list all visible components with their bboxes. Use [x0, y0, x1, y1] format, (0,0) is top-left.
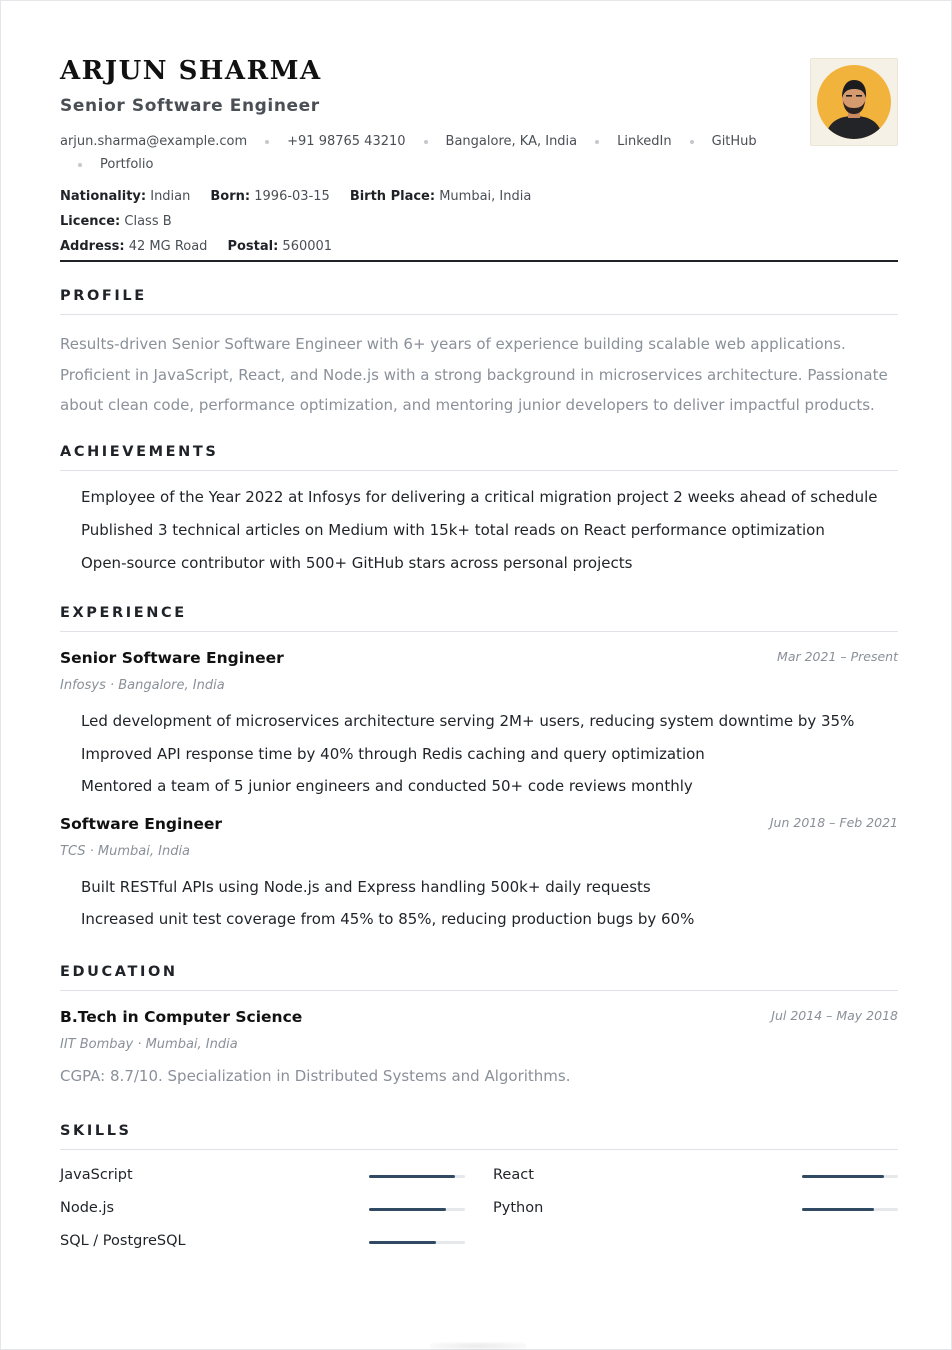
education-header — [60, 1006, 898, 1028]
list-item: Mentored a team of 5 junior engineers and conducted 50+ code reviews monthly — [81, 777, 693, 795]
contact-email[interactable]: arjun.sharma@example.com — [60, 134, 248, 149]
skill-level-bar — [802, 1175, 898, 1178]
skill-name: SQL / PostgreSQL — [60, 1233, 186, 1249]
detail-birth-place: Birth Place: Mumbai, India — [349, 189, 532, 204]
skill-name: React — [493, 1167, 534, 1183]
job-title: Software Engineer — [60, 814, 223, 833]
education-date: Jul 2014 – May 2018 — [771, 1008, 898, 1023]
job-date: Jun 2018 – Feb 2021 — [769, 814, 898, 830]
skill-name: Node.js — [60, 1200, 115, 1216]
contact-linkedin-link[interactable]: LinkedIn — [617, 134, 672, 149]
contact-github-link[interactable]: GitHub — [711, 134, 757, 149]
detail-born: Born: 1996-03-15 — [210, 189, 330, 204]
job-header — [60, 647, 898, 669]
separator-dot — [78, 163, 82, 167]
skill-level-fill — [802, 1208, 874, 1211]
separator-dot — [690, 140, 694, 144]
contact-location: Bangalore, KA, India — [445, 134, 578, 149]
skill-item — [493, 1198, 898, 1218]
education-section — [60, 964, 898, 1086]
job-organization: TCS · Mumbai, India — [60, 843, 191, 859]
contact-list — [60, 130, 790, 176]
section-heading: EXPERIENCE — [60, 605, 898, 632]
candidate-name: ARJUN SHARMA — [60, 56, 322, 86]
degree-title: B.Tech in Computer Science — [60, 1008, 303, 1026]
detail-nationality: Nationality: Indian — [60, 189, 191, 204]
detail-licence: Licence: Class B — [60, 214, 172, 229]
skill-item — [60, 1165, 465, 1185]
avatar — [810, 58, 898, 146]
skill-level-fill — [802, 1175, 884, 1178]
job-date: Mar 2021 – Present — [777, 649, 898, 664]
list-item: Built RESTful APIs using Node.js and Express handling 500k+ daily requests — [81, 877, 651, 896]
achievements-section — [60, 444, 898, 580]
skill-name: Python — [493, 1200, 544, 1216]
job-title: Senior Software Engineer — [60, 649, 284, 667]
list-item: Increased unit test coverage from 45% to 85%, reducing production bugs by 60% — [81, 910, 695, 928]
achievement-list — [81, 481, 898, 580]
job-bullets — [81, 871, 898, 936]
skills-grid — [60, 1165, 898, 1265]
job-entry — [60, 647, 898, 803]
skill-item — [60, 1231, 465, 1251]
contact-portfolio-link[interactable]: Portfolio — [100, 157, 154, 172]
section-heading: ACHIEVEMENTS — [60, 444, 898, 471]
separator-dot — [424, 140, 428, 144]
contact-phone[interactable]: +91 98765 43210 — [287, 134, 406, 149]
detail-postal: Postal: 560001 — [227, 239, 333, 254]
job-bullets — [81, 705, 898, 803]
job-entry — [60, 813, 898, 936]
separator-dot — [595, 140, 599, 144]
skill-level-bar — [369, 1208, 465, 1211]
page-shadow — [430, 1342, 526, 1350]
section-heading: PROFILE — [60, 288, 898, 315]
personal-details — [60, 184, 680, 259]
experience-section — [60, 605, 898, 936]
separator-dot — [265, 140, 269, 144]
profile-section — [60, 288, 898, 421]
skill-level-bar — [369, 1175, 465, 1178]
resume-header — [60, 56, 898, 259]
detail-address: Address: 42 MG Road — [60, 239, 208, 254]
education-entry — [60, 1006, 898, 1086]
skill-item — [60, 1198, 465, 1218]
skill-level-bar — [369, 1241, 465, 1244]
list-item: Published 3 technical articles on Medium with 15k+ total reads on React performance optimization — [81, 521, 825, 539]
education-institution: IIT Bombay · Mumbai, India — [60, 1037, 238, 1052]
candidate-title: Senior Software Engineer — [60, 96, 320, 116]
avatar-portrait-icon — [816, 64, 892, 140]
list-item: Improved API response time by 40% through Redis caching and query optimization — [81, 744, 705, 763]
job-organization: Infosys · Bangalore, India — [60, 678, 225, 693]
skills-section — [60, 1123, 898, 1265]
list-item: Employee of the Year 2022 at Infosys for delivering a critical migration project 2 weeks ahead of schedule — [81, 488, 878, 506]
skill-level-fill — [369, 1175, 455, 1178]
list-item: Led development of microservices architecture serving 2M+ users, reducing system downtime by 35% — [81, 712, 855, 730]
header-divider — [60, 260, 898, 262]
education-note: CGPA: 8.7/10. Specialization in Distributed Systems and Algorithms. — [60, 1067, 571, 1085]
skill-level-bar — [802, 1208, 898, 1211]
skill-level-fill — [369, 1208, 446, 1211]
section-heading: SKILLS — [60, 1123, 898, 1150]
section-heading: EDUCATION — [60, 964, 898, 991]
list-item: Open-source contributor with 500+ GitHub stars across personal projects — [81, 554, 633, 572]
skill-name: JavaScript — [60, 1167, 133, 1183]
profile-summary: Results-driven Senior Software Engineer with 6+ years of experience building scalable web applications. Proficient in JavaScript, React, and Node.js with a strong background in microservices architecture. Passionate about clean code, performance optimization, and mentoring junior developers to deliver impactful products. — [60, 335, 888, 414]
job-header — [60, 813, 898, 835]
skill-level-fill — [369, 1241, 436, 1244]
skill-item — [493, 1165, 898, 1185]
